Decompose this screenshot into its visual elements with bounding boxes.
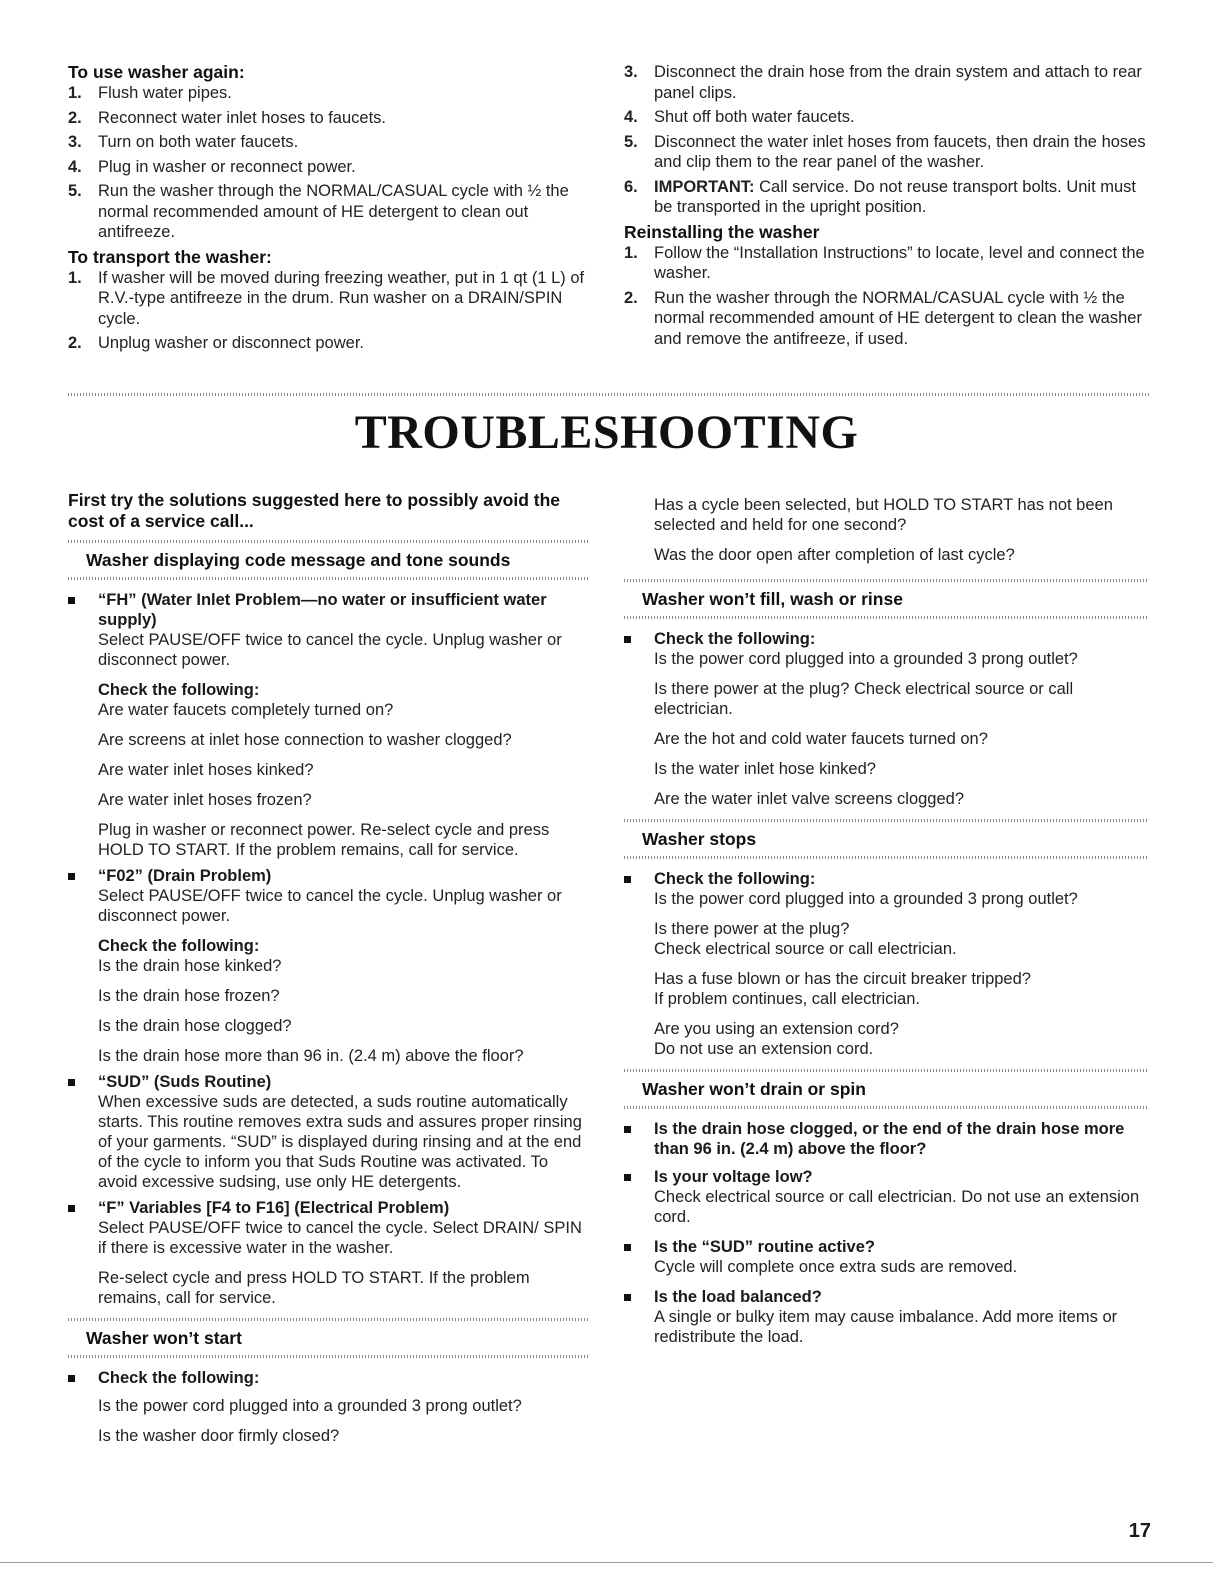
list-item: 1. Follow the “Installation Instructions” to locate, level and connect the washer. <box>624 243 1145 282</box>
f02-item: “F02” (Drain Problem) Select PAUSE/OFF twice to cancel the cycle. Unplug washer or disconnect power. Check the following: Is the drain hose kinked? Is the drain hose frozen? Is the drain hose clogged? Is the drain hose more than 96 in. (2.4 m) above the floor? <box>68 866 588 1066</box>
drain-item-3: Is the “SUD” routine active? Cycle will complete once extra suds are removed. <box>624 1237 1149 1277</box>
bullet-icon <box>68 873 75 880</box>
list-item: 6. IMPORTANT: Call service. Do not reuse transport bolts. Unit must be transported in the upright position. <box>624 177 1136 216</box>
bullet-icon <box>624 636 631 643</box>
list-item: 5. Disconnect the water inlet hoses from faucets, then drain the hoses and clip them to the rear panel of the washer. <box>624 132 1146 171</box>
wont-start-item: Check the following: Is the power cord plugged into a grounded 3 prong outlet? Is the washer door firmly closed? <box>68 1368 588 1446</box>
list-item: 1. If washer will be moved during freezing weather, put in 1 qt (1 L) of R.V.-type antifreeze in the drum. Run washer on a DRAIN/SPIN cycle. <box>68 268 585 328</box>
list-item: 4. Plug in washer or reconnect power. <box>68 157 356 176</box>
list-item: 2. Run the washer through the NORMAL/CASUAL cycle with ½ the normal recommended amount of HE detergent to clean the washer and remove the antifreeze, if used. <box>624 288 1142 348</box>
bullet-icon <box>68 1205 75 1212</box>
wont-fill-item: Check the following: Is the power cord plugged into a grounded 3 prong outlet? Is there power at the plug? Check electrical source or call electrician. Are the hot and cold water faucets turned on? Is the water inlet hose kinked? Are the water inlet valve screens clogged? <box>624 629 1149 809</box>
divider <box>624 1106 1149 1109</box>
page-title: TROUBLESHOOTING <box>354 406 859 459</box>
stops-heading: Washer stops <box>642 829 757 849</box>
stops-item: Check the following: Is the power cord plugged into a grounded 3 prong outlet? Is there power at the plug? Check electrical source or call electrician. Has a fuse blown or has the circuit breaker tripped? If problem continues, call electrician. Are you using an extension cord? Do not use an extension cord. <box>624 869 1149 1059</box>
transport-steps <box>68 268 588 354</box>
bullet-icon <box>624 1294 631 1301</box>
list-item: 5. Run the washer through the NORMAL/CASUAL cycle with ½ the normal recommended amount of HE detergent to clean out antifreeze. <box>68 182 569 241</box>
divider <box>68 393 1150 396</box>
list-item: 3. Turn on both water faucets. <box>68 133 299 151</box>
bullet-icon <box>624 1244 631 1251</box>
top-left-column <box>68 62 588 358</box>
top-right-column <box>624 62 1149 353</box>
wont-start-heading: Washer won’t start <box>86 1328 242 1348</box>
divider <box>68 577 588 580</box>
transport-heading: To transport the washer: <box>68 246 272 267</box>
wont-drain-heading: Washer won’t drain or spin <box>642 1079 866 1099</box>
list-item: 4. Shut off both water faucets. <box>624 108 855 126</box>
reinstall-steps <box>624 243 1149 350</box>
list-item: 2. Reconnect water inlet hoses to faucets. <box>68 108 386 127</box>
reinstall-heading: Reinstalling the washer <box>624 221 820 242</box>
divider <box>624 856 1149 859</box>
drain-item-4: Is the load balanced? A single or bulky item may cause imbalance. Add more items or redistribute the load. <box>624 1287 1149 1347</box>
f-variables-item: “F” Variables [F4 to F16] (Electrical Problem) Select PAUSE/OFF twice to cancel the cycle. Select DRAIN/ SPIN if there is excessive water in the washer. Re-select cycle and press HOLD TO START. If the problem remains, call for service. <box>68 1198 588 1308</box>
drain-item-1: Is the drain hose clogged, or the end of the drain hose more than 96 in. (2.4 m) above the floor? <box>624 1119 1149 1159</box>
list-item: 1. Flush water pipes. <box>68 84 232 102</box>
bullet-icon <box>624 1126 631 1133</box>
page-number: 17 <box>1128 1520 1151 1542</box>
wont-fill-section <box>624 629 1149 809</box>
wont-start-continued: Has a cycle been selected, but HOLD TO START has not been selected and held for one second? Was the door open after completion of last cycle? <box>654 496 1113 564</box>
footer-line <box>0 1562 1213 1563</box>
divider <box>624 616 1149 619</box>
code-section-heading: Washer displaying code message and tone sounds <box>86 550 511 570</box>
transport-steps-continued <box>624 62 1149 218</box>
list-item: 2. Unplug washer or disconnect power. <box>68 334 364 352</box>
wont-fill-heading: Washer won’t fill, wash or rinse <box>642 589 903 609</box>
divider <box>68 1355 588 1358</box>
drain-item-2: Is your voltage low? Check electrical source or call electrician. Do not use an extension cord. <box>624 1167 1149 1227</box>
wont-drain-section <box>624 1119 1149 1347</box>
intro-text: First try the solutions suggested here to possibly avoid the cost of a service call... <box>68 490 561 531</box>
bullet-icon <box>624 876 631 883</box>
wont-start-section <box>68 1368 588 1446</box>
list-item: 3. Disconnect the drain hose from the drain system and attach to rear panel clips. <box>624 63 1142 102</box>
code-section <box>68 590 588 1308</box>
bullet-icon <box>68 597 75 604</box>
fh-item: “FH” (Water Inlet Problem—no water or insufficient water supply) Select PAUSE/OFF twice to cancel the cycle. Unplug washer or disconnect power. Check the following: Are water faucets completely turned on? Are screens at inlet hose connection to washer clogged? Are water inlet hoses kinked? Are water inlet hoses frozen? Plug in washer or reconnect power. Re-select cycle and press HOLD TO START. If the problem remains, call for service. <box>68 590 588 860</box>
sud-item: “SUD” (Suds Routine) When excessive suds are detected, a suds routine automatically starts. This routine removes extra suds and assures proper rinsing of your garments. “SUD” is displayed during rinsing and at the end of the cycle to inform you that Suds Routine was activated. To avoid excessive sudsing, use only HE detergents. <box>68 1072 588 1192</box>
bottom-right-column <box>624 495 1149 1357</box>
use-again-heading: To use washer again: <box>68 62 245 82</box>
bullet-icon <box>68 1375 75 1382</box>
use-again-steps <box>68 83 588 243</box>
bullet-icon <box>68 1079 75 1086</box>
stops-section <box>624 869 1149 1059</box>
bullet-icon <box>624 1174 631 1181</box>
bottom-left-column <box>68 490 588 1456</box>
